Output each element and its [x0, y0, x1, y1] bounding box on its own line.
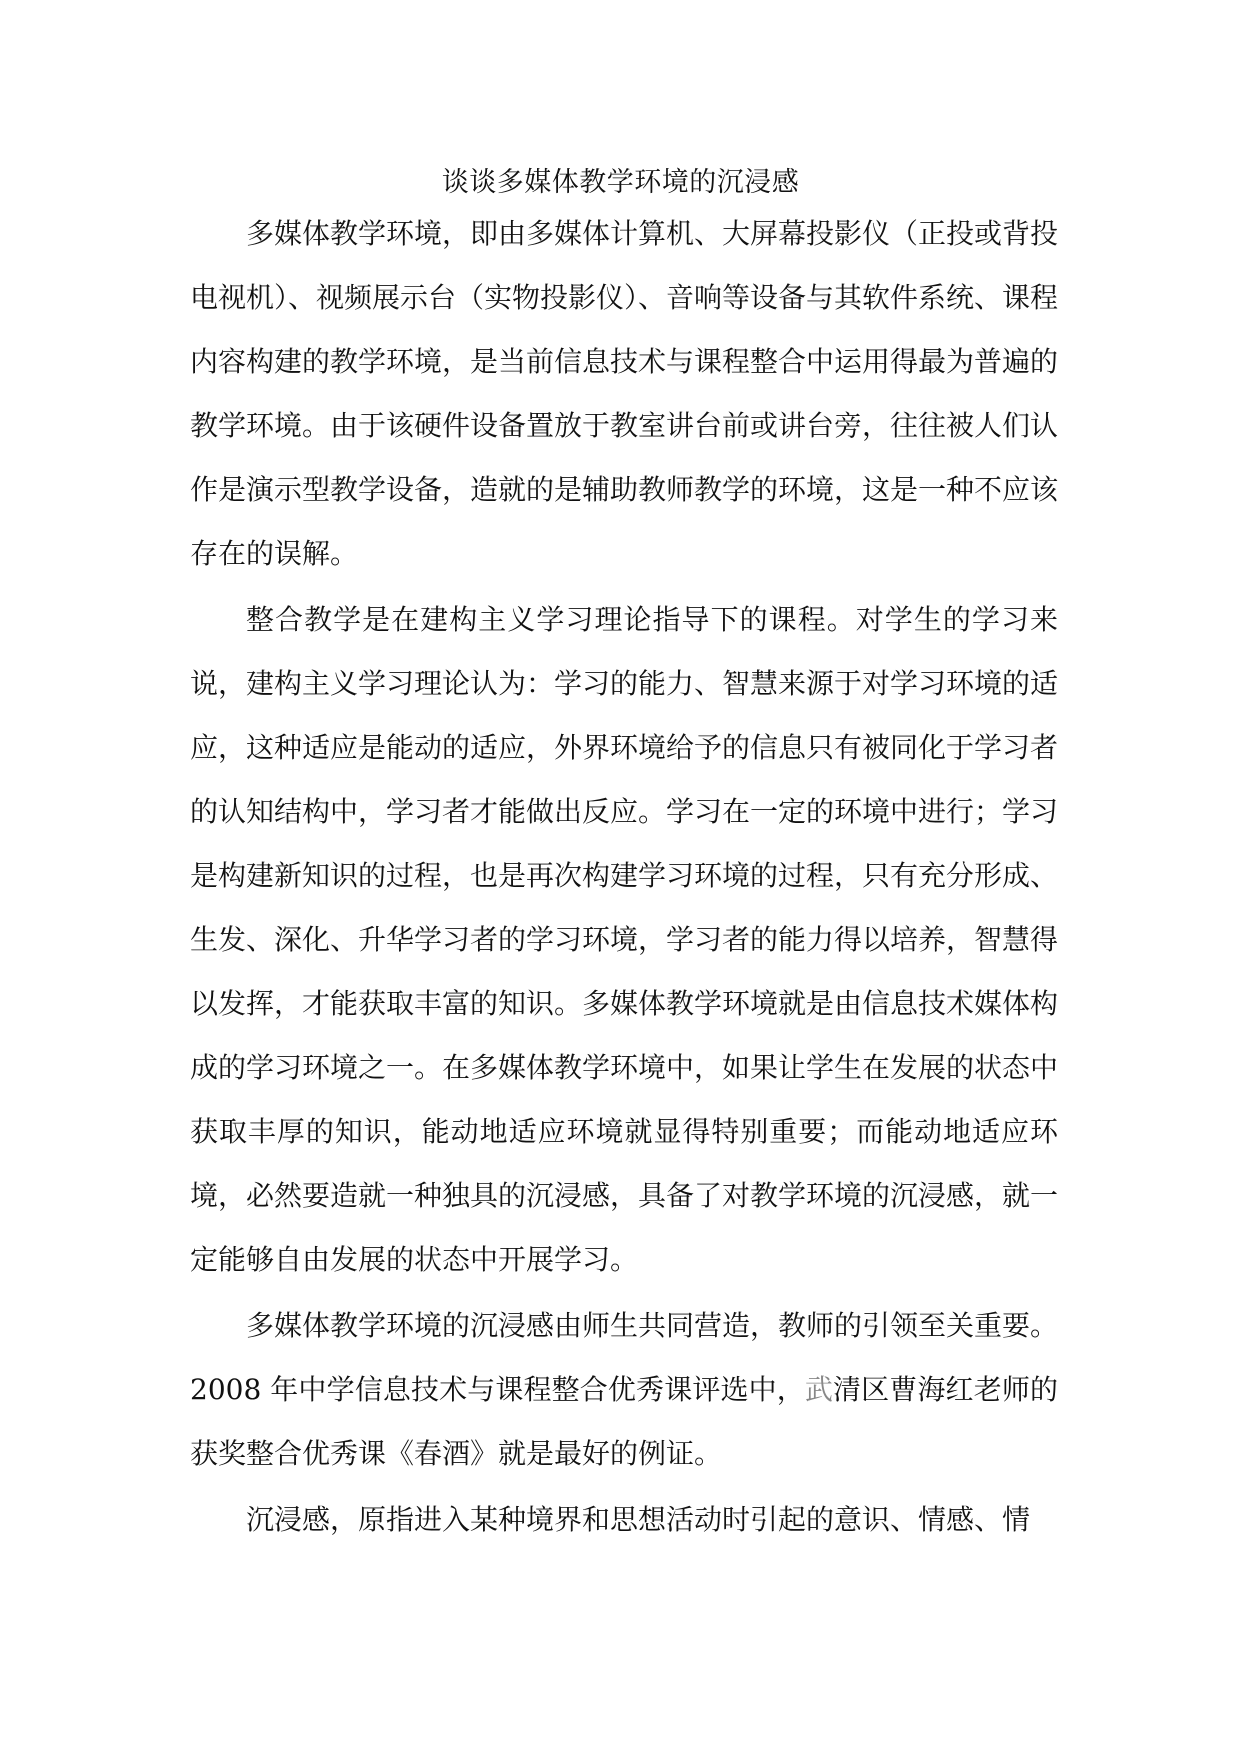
paragraph-3-text-after: 清区曹海红老师的获奖整合优秀课《春酒》就是最好的例证。	[190, 1373, 1058, 1470]
paragraph-2: 整合教学是在建构主义学习理论指导下的课程。对学生的学习来说，建构主义学习理论认为：学习的能力、智慧来源于对学习环境的适应，这种适应是能动的适应，外界环境给予的信息只有被同化于学习者的认知结构中，学习者才能做出反应。学习在一定的环境中进行；学习是构建新知识的过程，也是再次构建学习环境的过程，只有充分形成、生发、深化、升华学习者的学习环境，学习者的能力得以培养，智慧得以发挥，才能获取丰富的知识。多媒体教学环境就是由信息技术媒体构成的学习环境之一。在多媒体教学环境中，如果让学生在发展的状态中获取丰厚的知识，能动地适应环境就显得特别重要；而能动地适应环境，必然要造就一种独具的沉浸感，具备了对教学环境的沉浸感，就一定能够自由发展的状态中开展学习。	[190, 603, 1059, 1276]
paragraph-4: 沉浸感，原指进入某种境界和思想活动时引起的意识、情感、情	[246, 1503, 1031, 1536]
paragraph-1: 多媒体教学环境，即由多媒体计算机、大屏幕投影仪（正投或背投电视机）、视频展示台（实物投影仪）、音响等设备与其软件系统、课程内容构建的教学环境，是当前信息技术与课程整合中运用得最为普遍的教学环境。由于该硬件设备置放于教室讲台前或讲台旁，往往被人们认作是演示型教学设备，造就的是辅助教师教学的环境，这是一种不应该存在的误解。	[190, 217, 1059, 570]
document-title: 谈谈多媒体教学环境的沉浸感	[441, 167, 800, 198]
paragraph-3-highlighted-char: 武	[804, 1373, 834, 1406]
document-body	[190, 202, 1058, 1554]
paragraph-3	[190, 1294, 1058, 1486]
paragraph-3-text-before: 多媒体教学环境的沉浸感由师生共同营造，教师的引领至关重要。2008 年中学信息技术与课程整合优秀课评选中，	[190, 1309, 1059, 1406]
